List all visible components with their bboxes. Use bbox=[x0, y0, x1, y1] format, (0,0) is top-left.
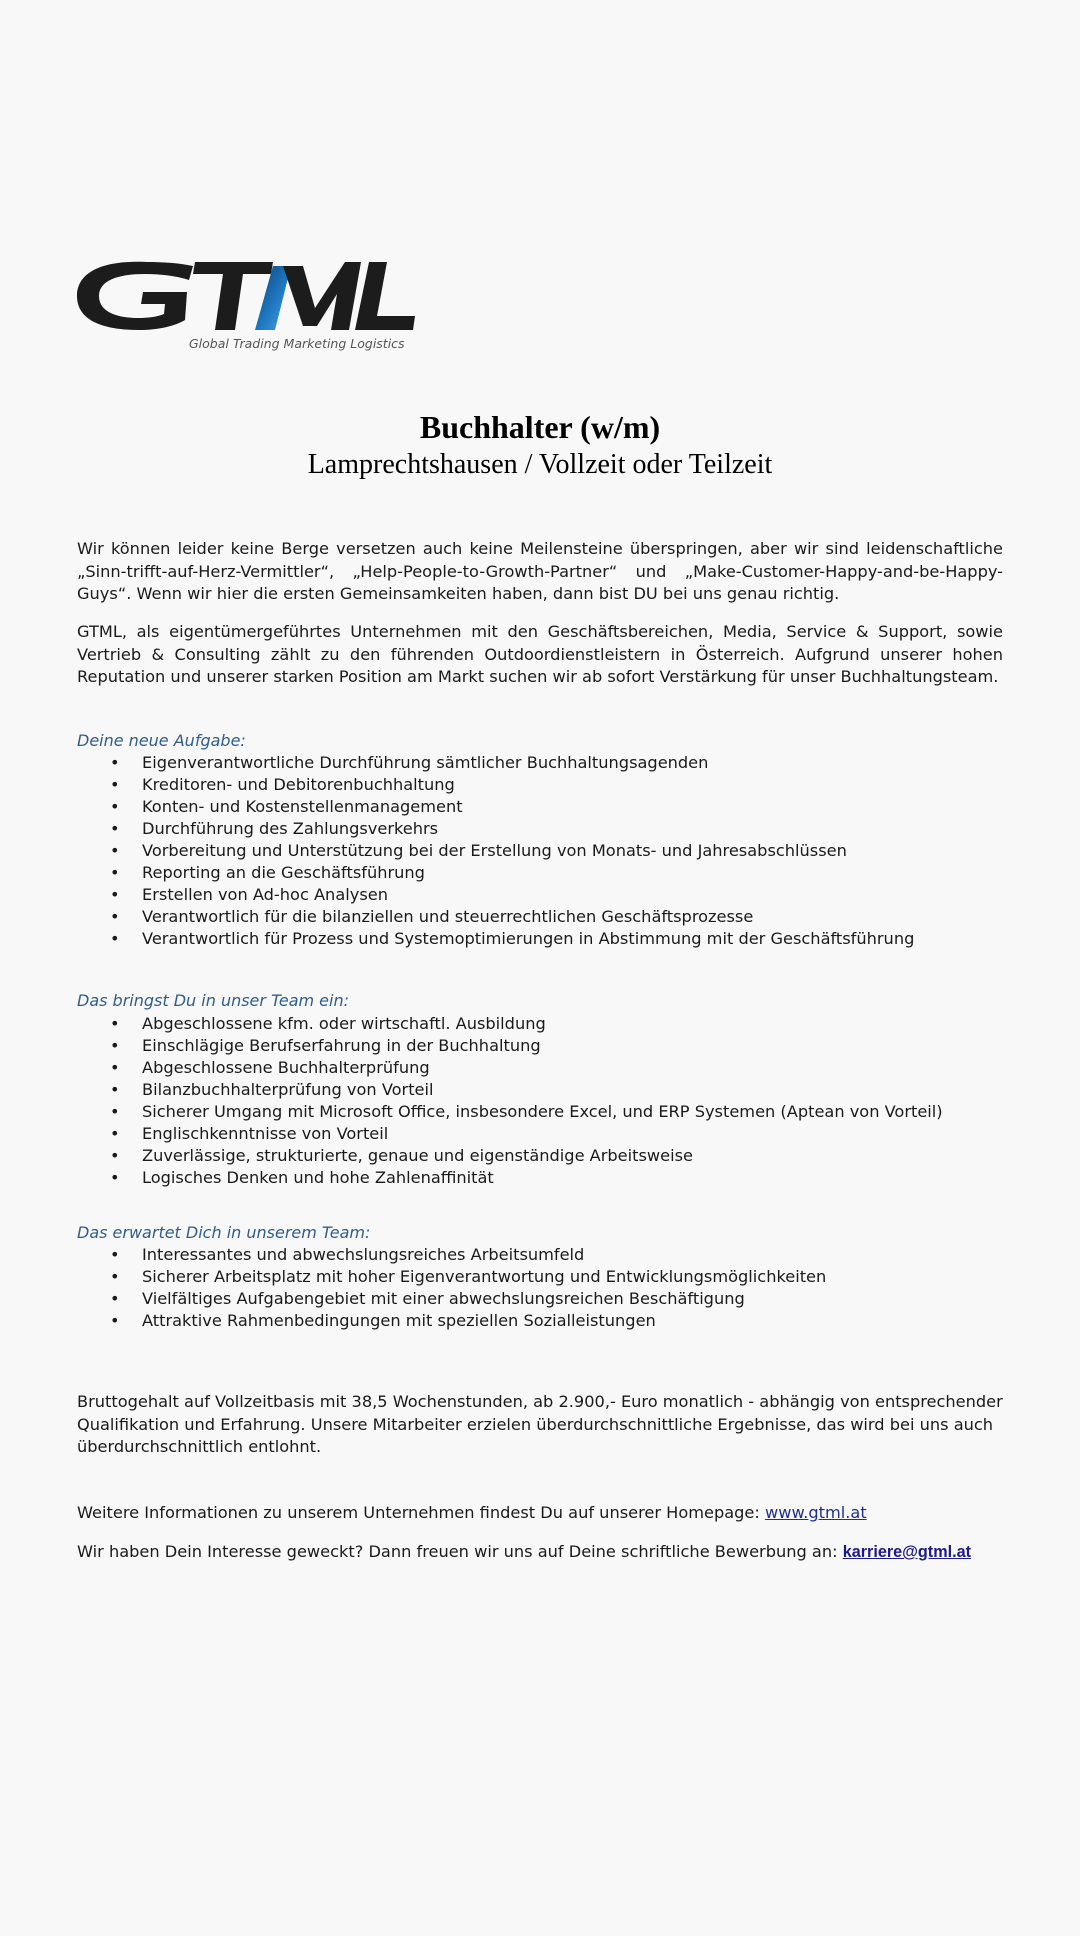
list-item-text: Verantwortlich für Prozess und Systemoptimierungen in Abstimmung mit der Geschäftsführung bbox=[142, 929, 915, 948]
salary-paragraph: Bruttogehalt auf Vollzeitbasis mit 38,5 Wochenstunden, ab 2.900,- Euro monatlich - abhängig von entsprechender Qualifikation und Erfahrung. Unsere Mitarbeiter erzielen überdurchschnittliche Ergebnisse, das wird bei uns auch überdurchschnittlich entlohnt. bbox=[77, 1392, 1003, 1456]
gtml-logo-graphic bbox=[77, 258, 417, 338]
list-item-text: Durchführung des Zahlungsverkehrs bbox=[142, 819, 439, 838]
benefits-heading: Das erwartet Dich in unserem Team: bbox=[77, 1223, 371, 1242]
bullet-icon: • bbox=[110, 753, 120, 772]
list-item-text: Erstellen von Ad-hoc Analysen bbox=[142, 885, 388, 904]
bullet-icon: • bbox=[110, 1014, 120, 1033]
bullet-icon: • bbox=[110, 1245, 120, 1264]
bullet-icon: • bbox=[110, 841, 120, 860]
list-item-text: Bilanzbuchhalterprüfung von Vorteil bbox=[142, 1080, 434, 1099]
list-item bbox=[77, 1057, 1003, 1079]
list-item bbox=[77, 1310, 1003, 1332]
tasks-heading: Deine neue Aufgabe: bbox=[77, 731, 246, 750]
list-item-text: Reporting an die Geschäftsführung bbox=[142, 863, 425, 882]
list-item bbox=[77, 1079, 1003, 1101]
list-item bbox=[77, 796, 1003, 818]
bullet-icon: • bbox=[110, 907, 120, 926]
homepage-info-text: Weitere Informationen zu unserem Unternehmen findest Du auf unserer Homepage: bbox=[77, 1503, 765, 1522]
list-item-text: Abgeschlossene Buchhalterprüfung bbox=[142, 1058, 430, 1077]
bullet-icon: • bbox=[110, 1311, 120, 1330]
list-item bbox=[77, 840, 1003, 862]
list-item bbox=[77, 1123, 1003, 1145]
list-item-text: Eigenverantwortliche Durchführung sämtlicher Buchhaltungsagenden bbox=[142, 753, 709, 772]
list-item-text: Konten- und Kostenstellenmanagement bbox=[142, 797, 463, 816]
intro-paragraph-1: Wir können leider keine Berge versetzen auch keine Meilensteine überspringen, aber wir sind leidenschaftliche „Sinn-trifft-auf-Herz-Vermittler“, „Help-People-to-Growth-Partner“ und „Make-Customer-Happy-and-be-Happy-Guys“. Wenn wir hier die ersten Gemeinsamkeiten haben, dann bist DU bei uns genau richtig. bbox=[77, 539, 1003, 603]
homepage-info bbox=[77, 1502, 1003, 1525]
list-item bbox=[77, 1145, 1003, 1167]
list-item-text: Interessantes und abwechslungsreiches Arbeitsumfeld bbox=[142, 1245, 585, 1264]
benefits-list bbox=[77, 1244, 1003, 1332]
list-item bbox=[77, 818, 1003, 840]
list-item bbox=[77, 1244, 1003, 1266]
bullet-icon: • bbox=[110, 1036, 120, 1055]
homepage-link[interactable]: www.gtml.at bbox=[764, 1503, 867, 1522]
job-title: Buchhalter (w/m) bbox=[419, 409, 661, 445]
list-item-text: Einschlägige Berufserfahrung in der Buchhaltung bbox=[142, 1036, 541, 1055]
list-item-text: Vielfältiges Aufgabengebiet mit einer abwechslungsreichen Beschäftigung bbox=[142, 1289, 745, 1308]
logo-tagline: Global Trading Marketing Logistics bbox=[189, 336, 405, 351]
company-logo bbox=[77, 258, 417, 358]
bullet-icon: • bbox=[110, 929, 120, 948]
bullet-icon: • bbox=[110, 1124, 120, 1143]
bullet-icon: • bbox=[110, 885, 120, 904]
bullet-icon: • bbox=[110, 1267, 120, 1286]
title-block bbox=[0, 408, 1080, 482]
bullet-icon: • bbox=[110, 1146, 120, 1165]
list-item bbox=[77, 1013, 1003, 1035]
list-item bbox=[77, 884, 1003, 906]
bullet-icon: • bbox=[110, 797, 120, 816]
list-item bbox=[77, 1288, 1003, 1310]
list-item-text: Englischkenntnisse von Vorteil bbox=[142, 1124, 389, 1143]
bullet-icon: • bbox=[110, 1080, 120, 1099]
list-item bbox=[77, 774, 1003, 796]
bullet-icon: • bbox=[110, 1058, 120, 1077]
list-item-text: Verantwortlich für die bilanziellen und steuerrechtlichen Geschäftsprozesse bbox=[142, 907, 754, 926]
list-item-text: Sicherer Umgang mit Microsoft Office, insbesondere Excel, und ERP Systemen (Aptean von Vorteil) bbox=[142, 1102, 943, 1121]
tasks-list bbox=[77, 752, 1003, 950]
list-item bbox=[77, 906, 1003, 928]
apply-info bbox=[77, 1541, 1003, 1564]
list-item bbox=[77, 862, 1003, 884]
email-link[interactable]: karriere@gtml.at bbox=[842, 1543, 971, 1561]
intro-paragraph-2: GTML, als eigentümergeführtes Unternehmen mit den Geschäftsbereichen, Media, Service & Support, sowie Vertrieb & Consulting zählt zu den führenden Outdoordienstleistern in Österreich. Aufgrund unserer hohen Reputation und unserer starken Position am Markt suchen wir ab sofort Verstärkung für unser Buchhaltungsteam. bbox=[77, 622, 1003, 686]
requirements-list bbox=[77, 1013, 1003, 1189]
requirements-heading: Das bringst Du in unser Team ein: bbox=[77, 991, 349, 1010]
apply-info-text: Wir haben Dein Interesse geweckt? Dann freuen wir uns auf Deine schriftliche Bewerbung an: bbox=[77, 1542, 843, 1561]
list-item-text: Abgeschlossene kfm. oder wirtschaftl. Ausbildung bbox=[142, 1014, 546, 1033]
list-item-text: Kreditoren- und Debitorenbuchhaltung bbox=[142, 775, 455, 794]
list-item bbox=[77, 1167, 1003, 1189]
bullet-icon: • bbox=[110, 1168, 120, 1187]
list-item-text: Logisches Denken und hohe Zahlenaffinität bbox=[142, 1168, 494, 1187]
bullet-icon: • bbox=[110, 1289, 120, 1308]
bullet-icon: • bbox=[110, 819, 120, 838]
list-item bbox=[77, 928, 1003, 950]
list-item-text: Vorbereitung und Unterstützung bei der Erstellung von Monats- und Jahresabschlüssen bbox=[142, 841, 847, 860]
bullet-icon: • bbox=[110, 863, 120, 882]
list-item-text: Zuverlässige, strukturierte, genaue und eigenständige Arbeitsweise bbox=[142, 1146, 693, 1165]
list-item bbox=[77, 1101, 1003, 1123]
job-subtitle: Lamprechtshausen / Vollzeit oder Teilzeit bbox=[307, 449, 773, 480]
list-item bbox=[77, 1266, 1003, 1288]
list-item bbox=[77, 752, 1003, 774]
bullet-icon: • bbox=[110, 775, 120, 794]
bullet-icon: • bbox=[110, 1102, 120, 1121]
list-item-text: Attraktive Rahmenbedingungen mit speziellen Sozialleistungen bbox=[142, 1311, 656, 1330]
list-item-text: Sicherer Arbeitsplatz mit hoher Eigenverantwortung und Entwicklungsmöglichkeiten bbox=[142, 1267, 827, 1286]
list-item bbox=[77, 1035, 1003, 1057]
